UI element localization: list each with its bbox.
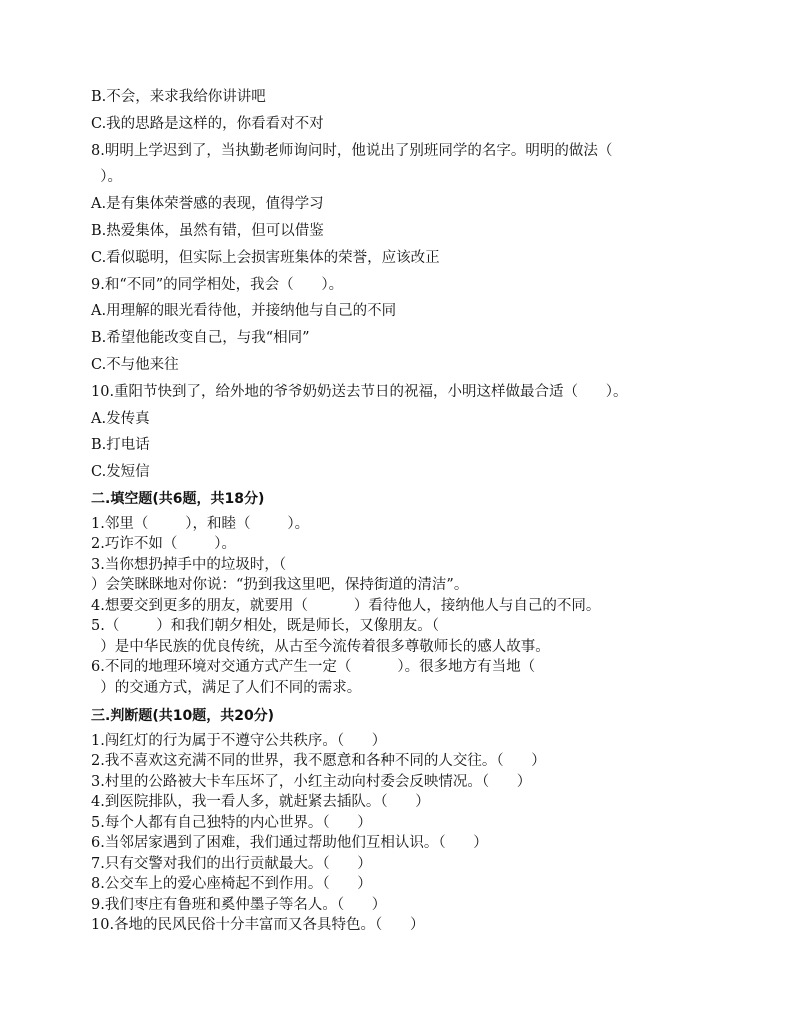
- judge-question-5: 5.每个人都有自己独特的内心世界。（ ）: [91, 814, 372, 831]
- question-8-stem: 8.明明上学迟到了，当执勤老师询问时，他说出了别班同学的名字。明明的做法（: [91, 142, 613, 159]
- question-9-stem: 9.和“不同”的同学相处，我会（ ）。: [91, 276, 344, 293]
- fill-question-4: 4.想要交到更多的朋友，就要用（ ）看待他人，接纳他人与自己的不同。: [91, 597, 601, 614]
- choice-option-10c: C.发短信: [91, 464, 150, 481]
- fill-question-6: 6.不同的地理环境对交通方式产生一定（ ）。很多地方有当地（: [91, 659, 536, 676]
- choice-option-8c: C.看似聪明，但实际上会损害班集体的荣誉，应该改正: [91, 249, 440, 266]
- judge-question-7: 7.只有交警对我们的出行贡献最大。（ ）: [91, 855, 372, 872]
- choice-questions-continued: [91, 88, 711, 481]
- true-false-questions: [91, 732, 711, 935]
- choice-option-9a: A.用理解的眼光看待他，并接纳他与自己的不同: [91, 303, 397, 320]
- judge-question-9: 9.我们枣庄有鲁班和奚仲墨子等名人。（ ）: [91, 896, 387, 913]
- fill-question-2: 2.巧诈不如（ ）。: [91, 536, 236, 553]
- judge-question-1: 1.闯红灯的行为属于不遵守公共秩序。（ ）: [91, 732, 387, 749]
- choice-option-7b: B.不会，来求我给你讲讲吧: [91, 89, 266, 105]
- choice-option-7c: C.我的思路是这样的，你看看对不对: [91, 115, 324, 132]
- fill-question-5-cont: ）是中华民族的优良传统，从古至今流传着很多尊敬师长的感人故事。: [91, 638, 550, 655]
- judge-question-10: 10.各地的民风民俗十分丰富而又各具特色。（ ）: [91, 917, 425, 934]
- choice-option-9b: B.希望他能改变自己，与我“相同”: [91, 330, 310, 347]
- fill-question-5: 5.（ ）和我们朝夕相处，既是师长，又像朋友。（: [91, 618, 439, 635]
- choice-option-8a: A.是有集体荣誉感的表现，值得学习: [91, 196, 324, 213]
- judge-question-2: 2.我不喜欢这充满不同的世界，我不愿意和各种不同的人交往。（ ）: [91, 753, 546, 770]
- fill-blank-questions: [91, 515, 711, 697]
- fill-question-3: 3.当你想扔掉手中的垃圾时，（: [91, 556, 287, 573]
- section-2-title: 二.填空题(共6题，共18分): [91, 490, 265, 507]
- judge-question-8: 8.公交车上的爱心座椅起不到作用。（ ）: [91, 876, 372, 893]
- fill-question-3-cont: ）会笑眯眯地对你说：“扔到我这里吧，保持街道的清洁”。: [91, 577, 469, 594]
- judge-question-6: 6.当邻居家遇到了困难，我们通过帮助他们互相认识。（ ）: [91, 835, 488, 852]
- section-3-title: 三.判断题(共10题，共20分): [91, 707, 275, 724]
- choice-option-9c: C.不与他来往: [91, 356, 179, 373]
- question-8-stem-cont: ）。: [91, 169, 122, 186]
- fill-question-1: 1.邻里（ ），和睦（ ）。: [91, 515, 310, 532]
- choice-option-10a: A.发传真: [91, 410, 150, 427]
- judge-question-3: 3.村里的公路被大卡车压坏了，小红主动向村委会反映情况。（ ）: [91, 773, 532, 790]
- fill-question-6-cont: ）的交通方式，满足了人们不同的需求。: [91, 679, 362, 696]
- judge-question-4: 4.到医院排队，我一看人多，就赶紧去插队。（ ）: [91, 794, 430, 811]
- worksheet-page: [91, 88, 711, 937]
- question-10-stem: 10.重阳节快到了，给外地的爷爷奶奶送去节日的祝福，小明这样做最合适（ ）。: [91, 383, 628, 400]
- choice-option-8b: B.热爱集体，虽然有错，但可以借鉴: [91, 222, 324, 239]
- choice-option-10b: B.打电话: [91, 437, 150, 454]
